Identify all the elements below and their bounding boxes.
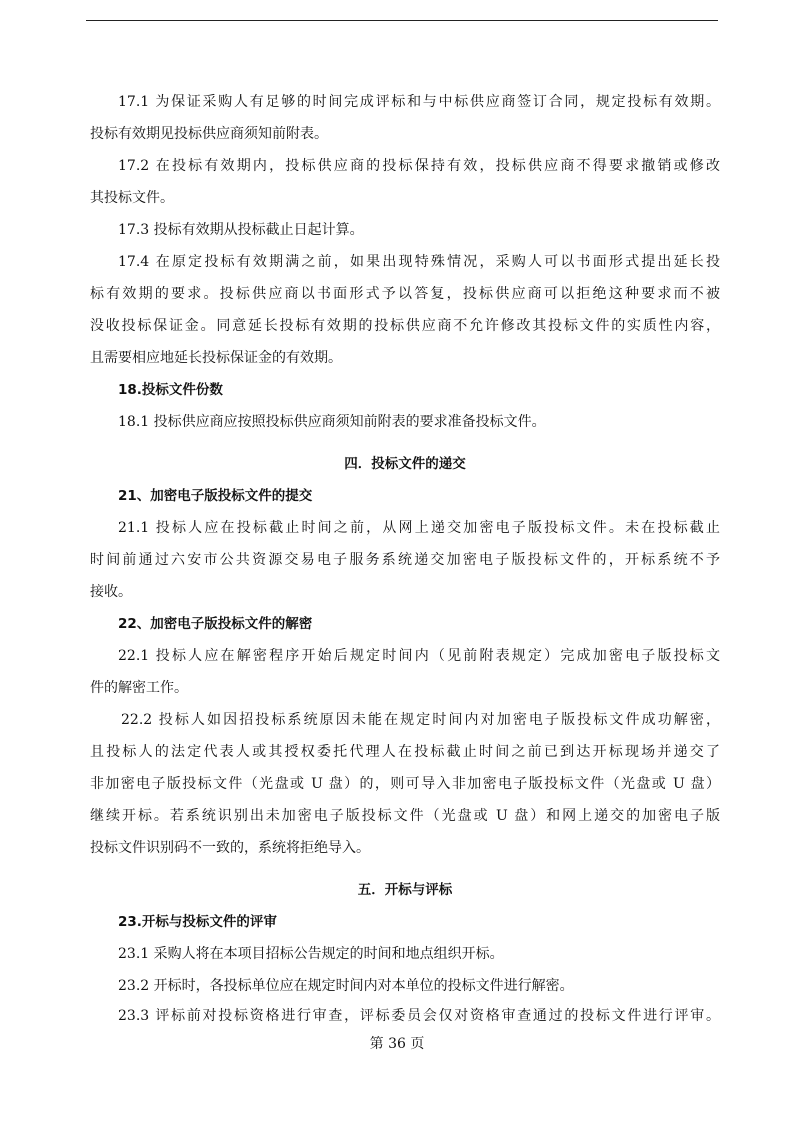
text-line: 23.2 开标时，各投标单位应在规定时间内对本单位的投标文件进行解密。 — [118, 978, 574, 994]
text-line: 21.1 投标人应在投标截止时间之前，从网上递交加密电子版投标文件。未在投标截止 — [118, 520, 720, 536]
text-line: 继续开标。若系统识别出未加密电子版投标文件（光盘或 U 盘）和网上递交的加密电子版 — [90, 808, 720, 824]
section-heading: 23.开标与投标文件的评审 — [118, 914, 277, 930]
text-line: 且投标人的法定代表人或其授权委托代理人在投标截止时间之前已到达开标现场并递交了 — [90, 744, 720, 760]
text-line: 23.1 采购人将在本项目招标公告规定的时间和地点组织开标。 — [118, 946, 504, 962]
text-line: 18.1 投标供应商应按照投标供应商须知前附表的要求准备投标文件。 — [118, 414, 546, 430]
text-line: 非加密电子版投标文件（光盘或 U 盘）的，则可导入非加密电子版投标文件（光盘或 U 盘） — [90, 776, 720, 792]
text-line: 17.4 在原定投标有效期满之前，如果出现特殊情况，采购人可以书面形式提出延长投 — [118, 254, 720, 270]
page-number: 第 36 页 — [369, 1036, 425, 1052]
text-line: 且需要相应地延长投标保证金的有效期。 — [90, 350, 342, 366]
text-line: 17.3 投标有效期从投标截止日起计算。 — [118, 222, 364, 238]
text-line: 没收投标保证金。同意延长投标有效期的投标供应商不允许修改其投标文件的实质性内容， — [90, 318, 720, 334]
chapter-title: 五．开标与评标 — [357, 882, 453, 898]
section-heading: 18.投标文件份数 — [118, 382, 223, 398]
text-line: 投标文件识别码不一致的，系统将拒绝导入。 — [90, 840, 370, 856]
chapter-title: 四．投标文件的递交 — [344, 456, 466, 472]
text-line: 22.2 投标人如因招投标系统原因未能在规定时间内对加密电子版投标文件成功解密， — [121, 712, 720, 728]
text-line: 接收。 — [90, 584, 132, 600]
text-line: 时间前通过六安市公共资源交易电子服务系统递交加密电子版投标文件的，开标系统不予 — [90, 552, 720, 568]
text-line: 22.1 投标人应在解密程序开始后规定时间内（见前附表规定）完成加密电子版投标文 — [118, 648, 720, 664]
section-heading: 21、加密电子版投标文件的提交 — [118, 488, 313, 504]
text-line: 17.1 为保证采购人有足够的时间完成评标和与中标供应商签订合同，规定投标有效期。 — [118, 94, 720, 110]
text-line: 23.3 评标前对投标资格进行审查，评标委员会仅对资格审查通过的投标文件进行评审。 — [118, 1008, 720, 1024]
text-line: 投标有效期见投标供应商须知前附表。 — [90, 126, 328, 142]
header-rule — [86, 20, 718, 21]
text-line: 标有效期的要求。投标供应商以书面形式予以答复，投标供应商可以拒绝这种要求而不被 — [90, 286, 720, 302]
text-line: 其投标文件。 — [90, 190, 174, 206]
section-heading: 22、加密电子版投标文件的解密 — [118, 616, 313, 632]
text-line: 17.2 在投标有效期内，投标供应商的投标保持有效，投标供应商不得要求撤销或修改 — [118, 158, 720, 174]
text-line: 件的解密工作。 — [90, 680, 188, 696]
